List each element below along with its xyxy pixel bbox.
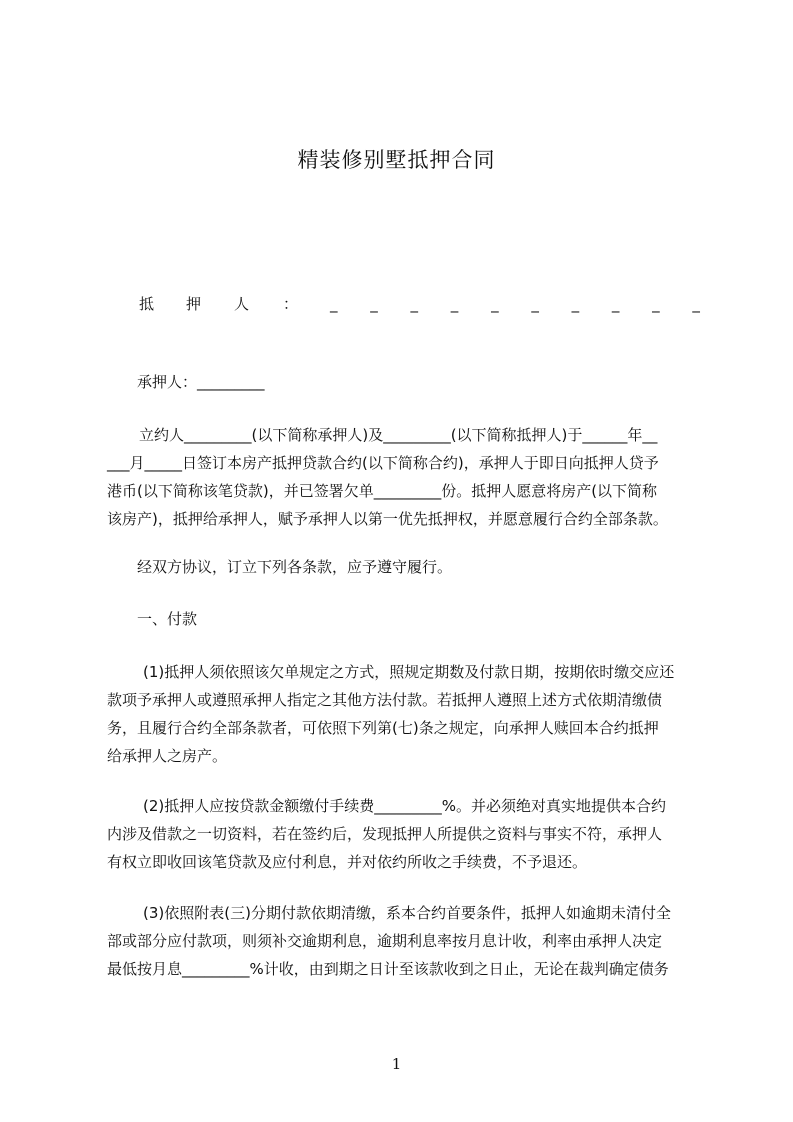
clause-line: (3)依照附表(三)分期付款依期清缴，系本合约首要条件，抵押人如逾期未清付全 <box>143 904 671 922</box>
mortgagor-label-char: 人 <box>234 295 250 313</box>
clause-line: (2)抵押人应按贷款金额缴付手续费_________%。并必须绝对真实地提供本合约 <box>143 797 667 815</box>
clause-line: 最低按月息_________%计收，由到期之日计至该款收到之日止，无论在裁判确定债务 <box>107 960 669 978</box>
mortgagor-label-char: ： <box>283 295 299 313</box>
clause-line: 给承押人之房产。 <box>107 747 228 765</box>
page-number: 1 <box>391 1055 402 1073</box>
mortgagor-field-row <box>135 292 700 316</box>
document-title: 精装修别墅抵押合同 <box>297 148 496 172</box>
intro-line: 港币(以下简称该笔贷款)，并已签署欠单_________份。抵押人愿意将房产(以下简称 <box>107 482 658 500</box>
clause-line: 务，且履行合约全部条款者，可依照下列第(七)条之规定，向承押人赎回本合约抵押 <box>107 719 659 737</box>
clause-line: (1)抵押人须依照该欠单规定之方式，照规定期数及付款日期，按期依时缴交应还 <box>143 663 675 681</box>
section-heading: 一、付款 <box>137 610 198 628</box>
clause-line: 有权立即收回该笔贷款及应付利息，并对依约所收之手续费，不予退还。 <box>107 853 588 871</box>
intro-line: 立约人_________(以下简称承押人)及_________(以下简称抵押人)于______年__ <box>139 426 658 444</box>
clause-line: 部或部分应付款项，则须补交逾期利息，逾期利息率按月息计收，利率由承押人决定 <box>107 932 663 950</box>
clause-line: 内涉及借款之一切资料，若在签约后，发现抵押人所提供之资料与事实不符，承押人 <box>107 825 663 843</box>
intro-line: ___月_____日签订本房产抵押贷款合约(以下简称合约)，承押人于即日向抵押人贷予 <box>107 454 659 472</box>
mortgagor-blank: _ _ _ _ _ _ _ _ _ _ <box>330 295 700 313</box>
clause-line: 款项予承押人或遵照承押人指定之其他方法付款。若抵押人遵照上述方式依期清缴债 <box>107 691 663 709</box>
mortgagor-label-char: 抵 <box>139 295 155 313</box>
mortgagee-line: 承押人：_________ <box>137 373 265 391</box>
mortgagor-label-char: 押 <box>186 295 202 313</box>
agreement-line: 经双方协议，订立下列各条款，应予遵守履行。 <box>137 558 453 576</box>
intro-line: 该房产)，抵押给承押人，赋予承押人以第一优先抵押权，并愿意履行合约全部条款。 <box>107 510 668 528</box>
